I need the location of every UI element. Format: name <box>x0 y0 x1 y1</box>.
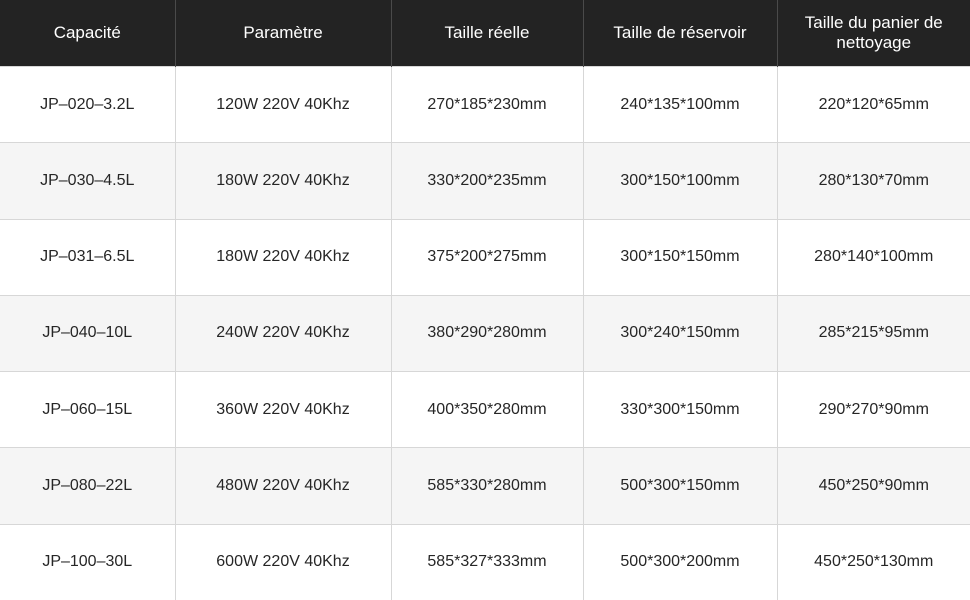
cell-taille-reelle: 375*200*275mm <box>391 219 583 295</box>
cell-taille-reelle: 400*350*280mm <box>391 372 583 448</box>
cell-taille-panier: 450*250*130mm <box>777 524 970 600</box>
header-row <box>0 0 970 67</box>
cell-capacite: JP–100–30L <box>0 524 175 600</box>
header-taille-reservoir: Taille de réservoir <box>583 0 777 67</box>
cell-parametre: 480W 220V 40Khz <box>175 448 391 524</box>
cell-taille-reservoir: 300*150*150mm <box>583 219 777 295</box>
cell-capacite: JP–060–15L <box>0 372 175 448</box>
cell-taille-reelle: 330*200*235mm <box>391 143 583 219</box>
cell-taille-reelle: 585*327*333mm <box>391 524 583 600</box>
header-taille-reelle: Taille réelle <box>391 0 583 67</box>
cell-parametre: 240W 220V 40Khz <box>175 295 391 371</box>
cell-taille-panier: 280*140*100mm <box>777 219 970 295</box>
cell-capacite: JP–030–4.5L <box>0 143 175 219</box>
cell-taille-panier: 285*215*95mm <box>777 295 970 371</box>
cell-parametre: 180W 220V 40Khz <box>175 219 391 295</box>
cell-capacite: JP–080–22L <box>0 448 175 524</box>
cell-parametre: 600W 220V 40Khz <box>175 524 391 600</box>
cell-taille-reservoir: 300*240*150mm <box>583 295 777 371</box>
cell-taille-reservoir: 300*150*100mm <box>583 143 777 219</box>
cell-taille-reservoir: 500*300*200mm <box>583 524 777 600</box>
table-row <box>0 295 970 371</box>
cell-taille-reelle: 585*330*280mm <box>391 448 583 524</box>
cell-taille-panier: 450*250*90mm <box>777 448 970 524</box>
cell-capacite: JP–020–3.2L <box>0 67 175 143</box>
table-header <box>0 0 970 67</box>
header-capacite: Capacité <box>0 0 175 67</box>
table-row <box>0 143 970 219</box>
table-body <box>0 67 970 600</box>
cell-taille-panier: 290*270*90mm <box>777 372 970 448</box>
cell-parametre: 120W 220V 40Khz <box>175 67 391 143</box>
cell-taille-reservoir: 240*135*100mm <box>583 67 777 143</box>
cell-taille-reservoir: 330*300*150mm <box>583 372 777 448</box>
table-row <box>0 524 970 600</box>
cell-parametre: 180W 220V 40Khz <box>175 143 391 219</box>
cell-taille-panier: 220*120*65mm <box>777 67 970 143</box>
cell-taille-panier: 280*130*70mm <box>777 143 970 219</box>
table-row <box>0 448 970 524</box>
header-parametre: Paramètre <box>175 0 391 67</box>
table-row <box>0 67 970 143</box>
cell-capacite: JP–031–6.5L <box>0 219 175 295</box>
header-taille-panier: Taille du panier de nettoyage <box>777 0 970 67</box>
cell-capacite: JP–040–10L <box>0 295 175 371</box>
cell-taille-reelle: 380*290*280mm <box>391 295 583 371</box>
table-row <box>0 219 970 295</box>
table-row <box>0 372 970 448</box>
cell-taille-reelle: 270*185*230mm <box>391 67 583 143</box>
cell-parametre: 360W 220V 40Khz <box>175 372 391 448</box>
cell-taille-reservoir: 500*300*150mm <box>583 448 777 524</box>
